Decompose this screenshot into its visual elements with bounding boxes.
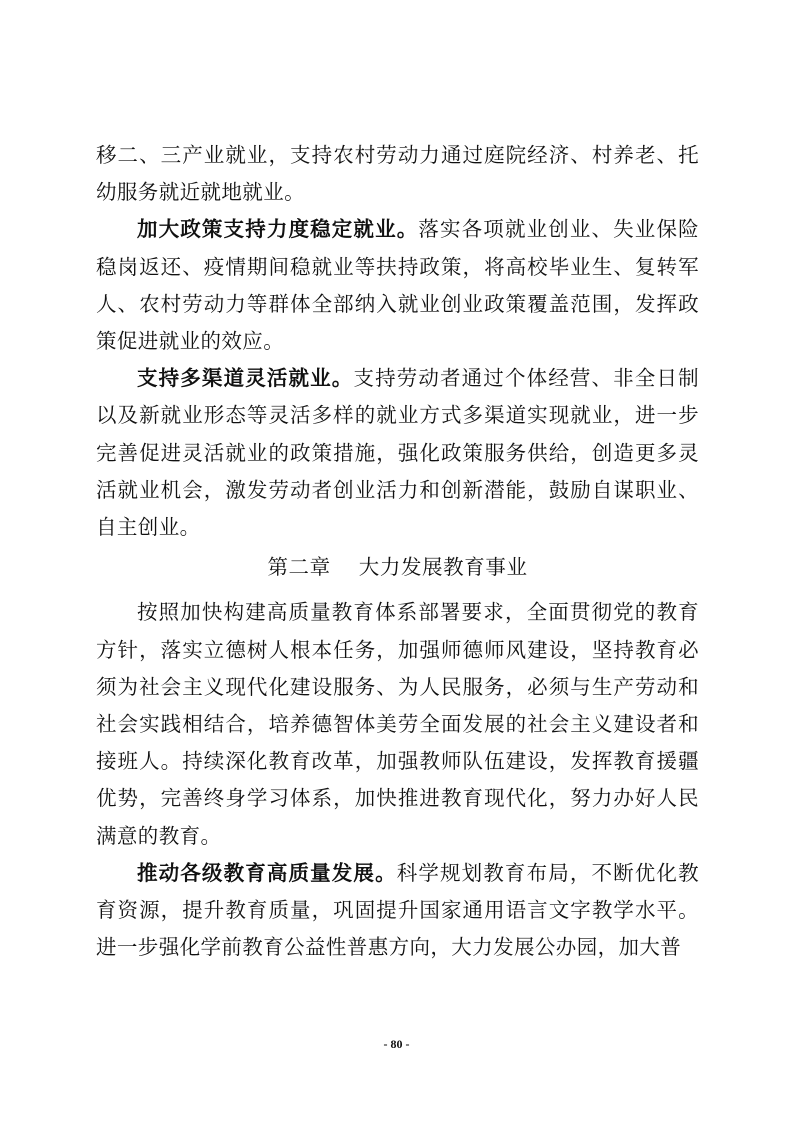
paragraph-text: 移二、三产业就业，支持农村劳动力通过庭院经济、村养老、托幼服务就近就地就业。	[96, 143, 699, 205]
paragraph-text: 落实各项就业创业、失业保险稳岗返还、疫情期间稳就业等扶持政策，将高校毕业生、复转军人、农村劳动力等群体全部纳入就业创业政策覆盖范围，发挥政策促进就业的效应。	[96, 217, 699, 354]
paragraph-continued	[96, 137, 699, 211]
paragraph-text: 支持劳动者通过个体经营、非全日制以及新就业形态等灵活多样的就业方式多渠道实现就业，进一步完善促进灵活就业的政策措施，强化政策服务供给，创造更多灵活就业机会，激发劳动者创业活力和创新潜能，鼓励自谋职业、自主创业。	[96, 366, 699, 540]
paragraph-lead-heading: 加大政策支持力度稳定就业。	[137, 217, 419, 242]
paragraph-text: 科学规划教育布局，不断优化教育资源，提升教育质量，巩固提升国家通用语言文字教学水平。进一步强化学前教育公益性普惠方向，大力发展公办园，加大普	[96, 860, 699, 960]
paragraph-text: 按照加快构建高质量教育体系部署要求，全面贯彻党的教育方针，落实立德树人根本任务，加强师德师风建设，坚持教育必须为社会主义现代化建设服务、为人民服务，必须与生产劳动和社会实践相结合，培养德智体美劳全面发展的社会主义建设者和接班人。持续深化教育改革，加强教师队伍建设，发挥教育援疆优势，完善终身学习体系，加快推进教育现代化，努力办好人民满意的教育。	[96, 600, 699, 848]
page-number: - 80 -	[383, 1037, 410, 1051]
paragraph-flexible-employment	[96, 360, 699, 546]
chapter-number: 第二章	[267, 555, 331, 580]
paragraph-lead-heading: 支持多渠道灵活就业。	[137, 366, 354, 391]
document-body	[96, 137, 699, 966]
paragraph-education-intro	[96, 594, 699, 854]
paragraph-lead-heading: 推动各级教育高质量发展。	[137, 860, 397, 885]
paragraph-policy-support	[96, 211, 699, 360]
chapter-title: 大力发展教育事业	[358, 555, 528, 580]
chapter-heading	[96, 546, 699, 594]
paragraph-education-quality	[96, 855, 699, 967]
